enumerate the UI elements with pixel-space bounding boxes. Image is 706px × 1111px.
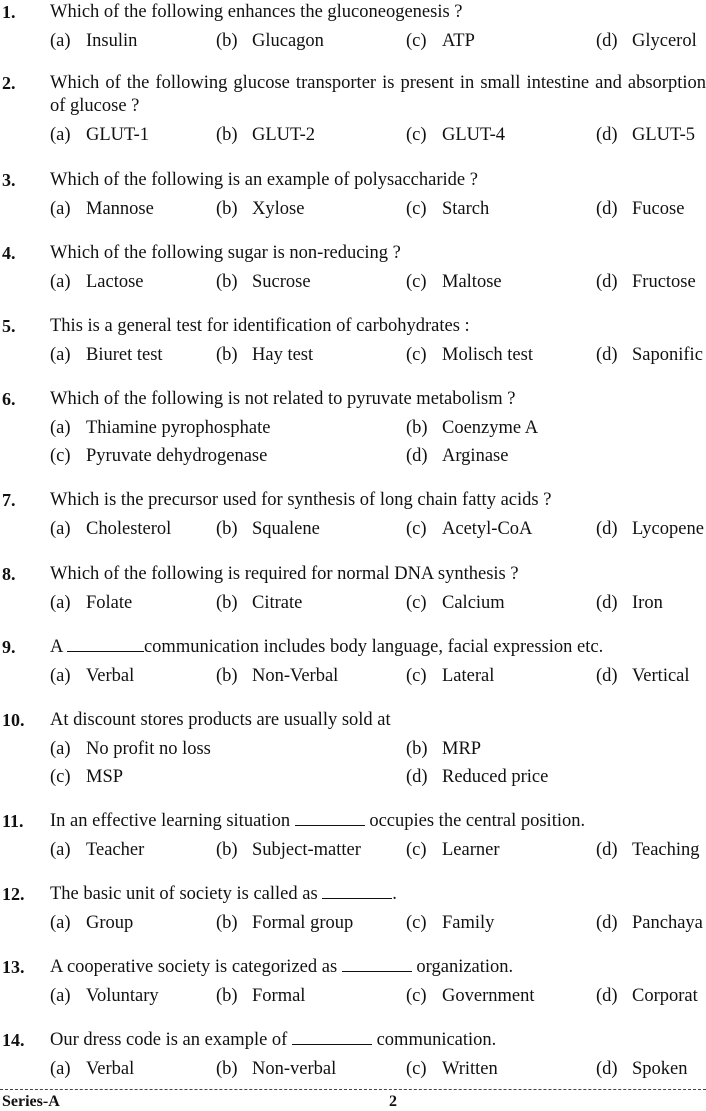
option-label: (c) — [406, 1059, 427, 1079]
option-text: Thiamine pyrophosphate — [86, 418, 271, 438]
answer-option — [596, 124, 695, 146]
question-text: This is a general test for identification of carbohydrates : — [50, 316, 470, 336]
option-text: Spoken — [632, 1059, 688, 1079]
option-text: Arginase — [442, 446, 509, 466]
option-label: (a) — [50, 840, 71, 860]
question-number: 7. — [2, 490, 16, 510]
option-text: Coenzyme A — [442, 418, 539, 438]
option-text: Subject-matter — [252, 840, 361, 860]
answer-option — [216, 985, 305, 1007]
answer-option — [596, 271, 696, 293]
answer-option — [596, 198, 684, 220]
answer-option — [50, 592, 132, 614]
option-text: Family — [442, 913, 495, 933]
answer-option — [50, 30, 137, 52]
option-text: Cholesterol — [86, 519, 172, 539]
option-label: (c) — [406, 345, 427, 365]
option-text: Teacher — [86, 840, 145, 860]
option-label: (c) — [406, 199, 427, 219]
option-label: (d) — [596, 345, 618, 365]
answer-option — [406, 1058, 498, 1080]
option-text: Vertical — [632, 666, 690, 686]
answer-option — [50, 912, 133, 934]
fill-in-blank — [342, 957, 412, 972]
option-text: No profit no loss — [86, 739, 211, 759]
answer-option — [596, 30, 697, 52]
option-label: (a) — [50, 986, 71, 1006]
question-number: 12. — [2, 884, 25, 904]
option-label: (b) — [216, 1059, 238, 1079]
question-text: Which of the following sugar is non-reducing ? — [50, 243, 401, 263]
answer-option — [216, 592, 302, 614]
option-text: Group — [86, 913, 134, 933]
question-text: A cooperative society is categorized as — [50, 957, 342, 977]
option-label: (d) — [596, 519, 618, 539]
answer-option — [50, 518, 171, 540]
option-text: Starch — [442, 199, 490, 219]
option-label: (a) — [50, 125, 71, 145]
option-text: MRP — [442, 739, 482, 759]
question-stem — [50, 1029, 706, 1051]
answer-option — [406, 198, 489, 220]
option-text: Panchaya — [632, 913, 703, 933]
option-label: (b) — [406, 739, 428, 759]
question-stem — [50, 388, 706, 410]
question-text: Which of the following is an example of polysaccharide ? — [50, 170, 478, 190]
option-text: Glycerol — [632, 31, 697, 51]
answer-option — [596, 518, 704, 540]
answer-option — [216, 30, 324, 52]
question-stem — [50, 315, 706, 337]
option-text: Iron — [632, 593, 663, 613]
answer-option — [50, 344, 163, 366]
answer-option — [406, 30, 475, 52]
option-label: (b) — [216, 986, 238, 1006]
answer-option — [50, 271, 144, 293]
option-text: GLUT-1 — [86, 125, 150, 145]
question-text: Which of the following glucose transporter is present in small intestine and absorption of glucose ? — [50, 73, 706, 116]
option-text: ATP — [442, 31, 475, 51]
option-label: (d) — [596, 913, 618, 933]
question-number: 10. — [2, 710, 25, 730]
fill-in-blank — [292, 1030, 372, 1045]
option-text: Formal group — [252, 913, 354, 933]
option-label: (b) — [216, 272, 238, 292]
answer-option — [596, 912, 703, 934]
question-text: occupies the central position. — [364, 811, 586, 831]
answer-option — [406, 738, 481, 760]
option-text: Reduced price — [442, 767, 549, 787]
option-label: (a) — [50, 31, 71, 51]
answer-option — [50, 198, 154, 220]
answer-option — [596, 1058, 688, 1080]
answer-option — [596, 839, 700, 861]
option-label: (a) — [50, 1059, 71, 1079]
option-text: Molisch test — [442, 345, 533, 365]
answer-option — [50, 839, 144, 861]
answer-option — [406, 445, 508, 467]
option-text: Verbal — [86, 666, 135, 686]
question-text: The basic unit of society is called as — [50, 884, 323, 904]
answer-option — [406, 271, 502, 293]
option-label: (c) — [406, 986, 427, 1006]
answer-option — [216, 198, 304, 220]
option-label: (a) — [50, 593, 71, 613]
option-label: (d) — [406, 767, 428, 787]
option-label: (c) — [406, 593, 427, 613]
option-text: Sucrose — [252, 272, 311, 292]
option-label: (c) — [406, 125, 427, 145]
answer-option — [406, 839, 500, 861]
question-text: Which is the precursor used for synthesis of long chain fatty acids ? — [50, 490, 552, 510]
fill-in-blank — [322, 884, 392, 899]
option-label: (a) — [50, 666, 71, 686]
answer-option — [216, 344, 313, 366]
option-label: (b) — [216, 31, 238, 51]
question-stem — [50, 169, 706, 191]
answer-option — [216, 1058, 336, 1080]
option-text: Lycopene — [632, 519, 704, 539]
option-text: Teaching — [632, 840, 700, 860]
answer-option — [406, 665, 494, 687]
option-text: Lactose — [86, 272, 144, 292]
option-label: (a) — [50, 913, 71, 933]
question-stem — [50, 810, 706, 832]
answer-option — [406, 518, 532, 540]
answer-option — [216, 124, 315, 146]
option-label: (a) — [50, 418, 71, 438]
option-text: Squalene — [252, 519, 320, 539]
question-stem — [50, 72, 706, 118]
answer-option — [216, 271, 311, 293]
series-label: Series-A — [2, 1093, 60, 1110]
question-text: Our dress code is an example of — [50, 1030, 292, 1050]
option-text: Hay test — [252, 345, 314, 365]
question-text: Which of the following is not related to pyruvate metabolism ? — [50, 389, 516, 409]
option-label: (c) — [50, 767, 71, 787]
option-label: (d) — [406, 446, 428, 466]
question-text: At discount stores products are usually sold at — [50, 710, 391, 730]
answer-option — [50, 1058, 134, 1080]
answer-option — [596, 665, 690, 687]
answer-option — [50, 665, 134, 687]
question-stem — [50, 563, 706, 585]
option-label: (b) — [216, 199, 238, 219]
answer-option — [406, 592, 505, 614]
answer-option — [406, 344, 533, 366]
question-number: 6. — [2, 389, 16, 409]
question-text: In an effective learning situation — [50, 811, 295, 831]
fill-in-blank — [295, 811, 365, 826]
option-label: (c) — [406, 913, 427, 933]
option-label: (c) — [406, 666, 427, 686]
answer-option — [216, 912, 353, 934]
option-label: (d) — [596, 986, 618, 1006]
option-text: Maltose — [442, 272, 502, 292]
option-label: (b) — [216, 125, 238, 145]
option-text: Learner — [442, 840, 500, 860]
answer-option — [50, 417, 270, 439]
option-text: Pyruvate dehydrogenase — [86, 446, 268, 466]
option-text: Acetyl-CoA — [442, 519, 533, 539]
answer-option — [596, 344, 703, 366]
option-text: GLUT-2 — [252, 125, 316, 145]
option-text: Verbal — [86, 1059, 135, 1079]
option-text: Citrate — [252, 593, 303, 613]
question-stem — [50, 956, 706, 978]
option-label: (b) — [216, 345, 238, 365]
question-number: 3. — [2, 170, 16, 190]
option-label: (b) — [406, 418, 428, 438]
option-text: Folate — [86, 593, 133, 613]
option-label: (d) — [596, 125, 618, 145]
option-text: Lateral — [442, 666, 495, 686]
option-label: (d) — [596, 199, 618, 219]
option-text: Mannose — [86, 199, 154, 219]
option-label: (b) — [216, 666, 238, 686]
option-label: (c) — [406, 519, 427, 539]
answer-option — [406, 417, 538, 439]
option-text: Corporat — [632, 986, 698, 1006]
question-stem — [50, 636, 706, 658]
option-text: Saponific — [632, 345, 703, 365]
option-label: (d) — [596, 593, 618, 613]
option-text: Calcium — [442, 593, 505, 613]
option-label: (b) — [216, 593, 238, 613]
question-number: 11. — [2, 811, 24, 831]
answer-option — [406, 124, 505, 146]
question-stem — [50, 1, 706, 23]
option-text: MSP — [86, 767, 124, 787]
option-label: (a) — [50, 739, 71, 759]
question-stem — [50, 242, 706, 264]
option-label: (b) — [216, 519, 238, 539]
question-stem — [50, 489, 706, 511]
option-label: (b) — [216, 840, 238, 860]
answer-option — [406, 985, 534, 1007]
answer-option — [216, 665, 338, 687]
question-number: 1. — [2, 2, 16, 22]
question-text: Which of the following enhances the gluconeogenesis ? — [50, 2, 463, 22]
option-label: (d) — [596, 840, 618, 860]
option-label: (c) — [406, 31, 427, 51]
page-number: 2 — [389, 1093, 397, 1110]
option-text: Xylose — [252, 199, 305, 219]
answer-option — [216, 518, 320, 540]
option-text: Insulin — [86, 31, 138, 51]
option-label: (c) — [406, 840, 427, 860]
answer-option — [406, 912, 494, 934]
question-number: 5. — [2, 316, 16, 336]
option-text: GLUT-5 — [632, 125, 696, 145]
question-number: 9. — [2, 637, 16, 657]
answer-option — [50, 124, 149, 146]
option-text: Glucagon — [252, 31, 324, 51]
question-text: A — [50, 637, 67, 657]
question-stem — [50, 709, 706, 731]
option-label: (a) — [50, 345, 71, 365]
option-text: Formal — [252, 986, 306, 1006]
answer-option — [216, 839, 361, 861]
option-text: GLUT-4 — [442, 125, 506, 145]
answer-option — [50, 445, 267, 467]
footer-divider — [0, 1089, 706, 1090]
option-label: (d) — [596, 1059, 618, 1079]
answer-option — [50, 766, 123, 788]
answer-option — [50, 738, 211, 760]
question-number: 8. — [2, 564, 16, 584]
fill-in-blank — [67, 637, 144, 652]
answer-option — [596, 985, 698, 1007]
question-text: organization. — [411, 957, 514, 977]
option-text: Fructose — [632, 272, 696, 292]
question-number: 2. — [2, 73, 16, 93]
answer-option — [50, 985, 159, 1007]
option-label: (a) — [50, 519, 71, 539]
option-label: (c) — [406, 272, 427, 292]
option-text: Non-verbal — [252, 1059, 337, 1079]
option-text: Written — [442, 1059, 498, 1079]
option-label: (c) — [50, 446, 71, 466]
option-label: (b) — [216, 913, 238, 933]
option-label: (d) — [596, 666, 618, 686]
answer-option — [406, 766, 548, 788]
option-label: (a) — [50, 199, 71, 219]
option-label: (d) — [596, 272, 618, 292]
question-number: 13. — [2, 957, 25, 977]
option-label: (a) — [50, 272, 71, 292]
option-text: Government — [442, 986, 535, 1006]
question-stem — [50, 883, 706, 905]
option-label: (d) — [596, 31, 618, 51]
question-number: 4. — [2, 243, 16, 263]
option-text: Fucose — [632, 199, 685, 219]
question-text: Which of the following is required for normal DNA synthesis ? — [50, 564, 519, 584]
question-text: communication includes body language, facial expression etc. — [143, 637, 604, 657]
option-text: Non-Verbal — [252, 666, 339, 686]
option-text: Biuret test — [86, 345, 163, 365]
question-text: communication. — [371, 1030, 497, 1050]
option-text: Voluntary — [86, 986, 159, 1006]
answer-option — [596, 592, 663, 614]
question-text: . — [392, 884, 397, 904]
question-number: 14. — [2, 1030, 25, 1050]
